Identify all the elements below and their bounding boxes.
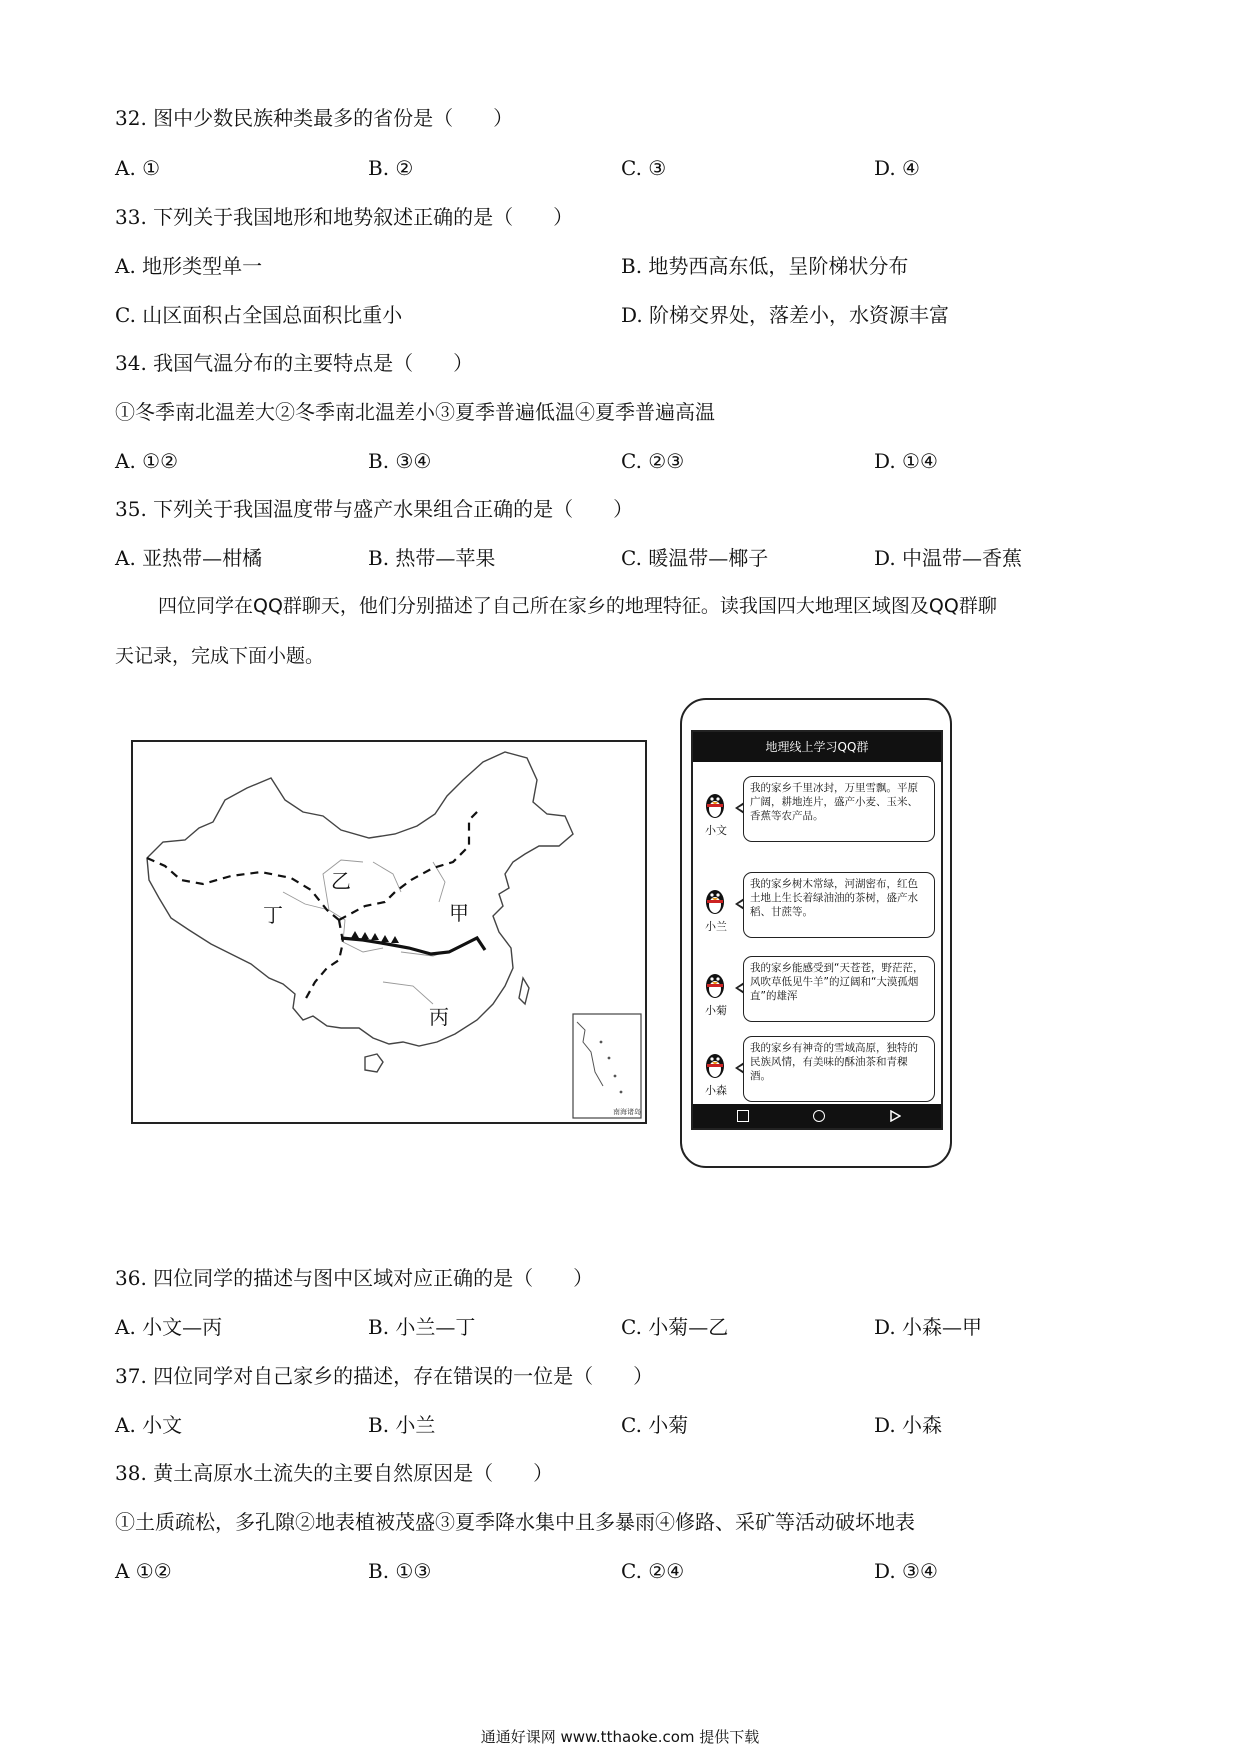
q33-option-c: C. 山区面积占全国总面积比重小 [115, 303, 403, 327]
region-label-ding: 丁 [263, 903, 283, 927]
chat-sender-name: 小森 [705, 1084, 727, 1097]
q32-option-a: A. ① [115, 156, 161, 180]
q36-option-a: A. 小文—丙 [115, 1315, 223, 1339]
q38-stem: 38. 黄土高原水土流失的主要自然原因是（ ） [115, 1461, 554, 1485]
q37-option-d: D. 小森 [874, 1413, 943, 1437]
q34-option-d: D. ①④ [874, 449, 938, 473]
page-footer[interactable]: 通通好课网 www.tthaoke.com 提供下载 [480, 1728, 760, 1746]
qq-group-title: 地理线上学习QQ群 [693, 732, 941, 762]
chat-sender-name: 小文 [705, 824, 727, 837]
q38-option-a: A ①② [115, 1559, 172, 1583]
intro-line-1: 四位同学在QQ群聊天，他们分别描述了自己所在家乡的地理特征。读我国四大地理区域图及QQ群聊 [158, 595, 997, 617]
q36-option-b: B. 小兰—丁 [368, 1315, 476, 1339]
chat-bubble: 我的家乡千里冰封，万里雪飘。平原广阔，耕地连片，盛产小麦、玉米、香蕉等农产品。 [743, 776, 935, 842]
boundary-dashed-north [147, 858, 339, 920]
q35-option-a: A. 亚热带—柑橘 [115, 546, 263, 570]
q34-stem: 34. 我国气温分布的主要特点是（ ） [115, 351, 474, 375]
china-region-map [131, 740, 647, 1124]
q32-option-d: D. ④ [874, 156, 920, 180]
phone-screen [691, 730, 943, 1130]
q37-stem: 37. 四位同学对自己家乡的描述，存在错误的一位是（ ） [115, 1364, 654, 1388]
phone-nav-bar [693, 1104, 941, 1128]
q38-option-b: B. ①③ [368, 1559, 432, 1583]
q33-stem: 33. 下列关于我国地形和地势叙述正确的是（ ） [115, 205, 574, 229]
phone-frame [680, 698, 952, 1168]
region-label-jia: 甲 [449, 901, 469, 925]
play-triangle-icon[interactable] [889, 1110, 901, 1122]
q37-option-c: C. 小菊 [621, 1413, 689, 1437]
taiwan-island [519, 978, 529, 1004]
china-map-drawing [133, 742, 645, 1122]
chat-sender-name: 小兰 [705, 920, 727, 933]
q32-option-b: B. ② [368, 156, 414, 180]
q38-option-c: C. ②④ [621, 1559, 685, 1583]
q37-option-a: A. 小文 [115, 1413, 183, 1437]
q35-option-d: D. 中温带—香蕉 [874, 546, 1023, 570]
q35-option-b: B. 热带—苹果 [368, 546, 496, 570]
q34-statements: ①冬季南北温差大②冬季南北温差小③夏季普遍低温④夏季普遍高温 [115, 400, 715, 424]
inset-label: 南海诸岛 [613, 1108, 641, 1116]
intro-line-2: 天记录，完成下面小题。 [115, 645, 325, 667]
q36-option-d: D. 小森—甲 [874, 1315, 983, 1339]
region-label-bing: 丙 [429, 1005, 449, 1029]
q35-option-c: C. 暖温带—椰子 [621, 546, 769, 570]
region-label-yi: 乙 [331, 869, 351, 893]
chat-bubble: 我的家乡树木常绿，河湖密布，红色土地上生长着绿油油的茶树，盛产水稻、甘蔗等。 [743, 872, 935, 938]
chat-bubble: 我的家乡有神奇的雪域高原，独特的民族风情，有美味的酥油茶和青稞酒。 [743, 1036, 935, 1102]
q33-option-a: A. 地形类型单一 [115, 254, 263, 278]
boundary-dashed-west [305, 920, 343, 1000]
q37-option-b: B. 小兰 [368, 1413, 436, 1437]
q36-stem: 36. 四位同学的描述与图中区域对应正确的是（ ） [115, 1266, 594, 1290]
chat-message-3 [699, 956, 935, 1034]
penguin-avatar-icon [703, 1050, 727, 1080]
home-circle-icon[interactable] [813, 1110, 825, 1122]
chat-sender-name: 小菊 [705, 1004, 727, 1017]
penguin-avatar-icon [703, 886, 727, 916]
q36-option-c: C. 小菊—乙 [621, 1315, 729, 1339]
chat-message-4 [699, 1036, 935, 1114]
chat-message-1 [699, 776, 935, 854]
q35-stem: 35. 下列关于我国温度带与盛产水果组合正确的是（ ） [115, 497, 634, 521]
q33-option-d: D. 阶梯交界处，落差小，水资源丰富 [621, 303, 950, 327]
south-china-sea-inset [573, 1014, 641, 1118]
q38-statements: ①土质疏松，多孔隙②地表植被茂盛③夏季降水集中且多暴雨④修路、采矿等活动破坏地表 [115, 1510, 915, 1534]
chat-bubble: 我的家乡能感受到“天苍苍，野茫茫，风吹草低见牛羊”的辽阔和“大漠孤烟直”的雄浑 [743, 956, 935, 1022]
penguin-avatar-icon [703, 790, 727, 820]
penguin-avatar-icon [703, 970, 727, 1000]
province-lines [283, 860, 463, 1004]
hainan-island [365, 1054, 383, 1072]
chat-message-2 [699, 872, 935, 950]
back-square-icon[interactable] [737, 1110, 749, 1122]
q32-stem: 32. 图中少数民族种类最多的省份是（ ） [115, 106, 514, 130]
q34-option-c: C. ②③ [621, 449, 685, 473]
q34-option-a: A. ①② [115, 449, 179, 473]
q38-option-d: D. ③④ [874, 1559, 938, 1583]
q32-option-c: C. ③ [621, 156, 667, 180]
china-outline [147, 752, 573, 1046]
q33-option-b: B. 地势西高东低，呈阶梯状分布 [621, 254, 909, 278]
q34-option-b: B. ③④ [368, 449, 432, 473]
